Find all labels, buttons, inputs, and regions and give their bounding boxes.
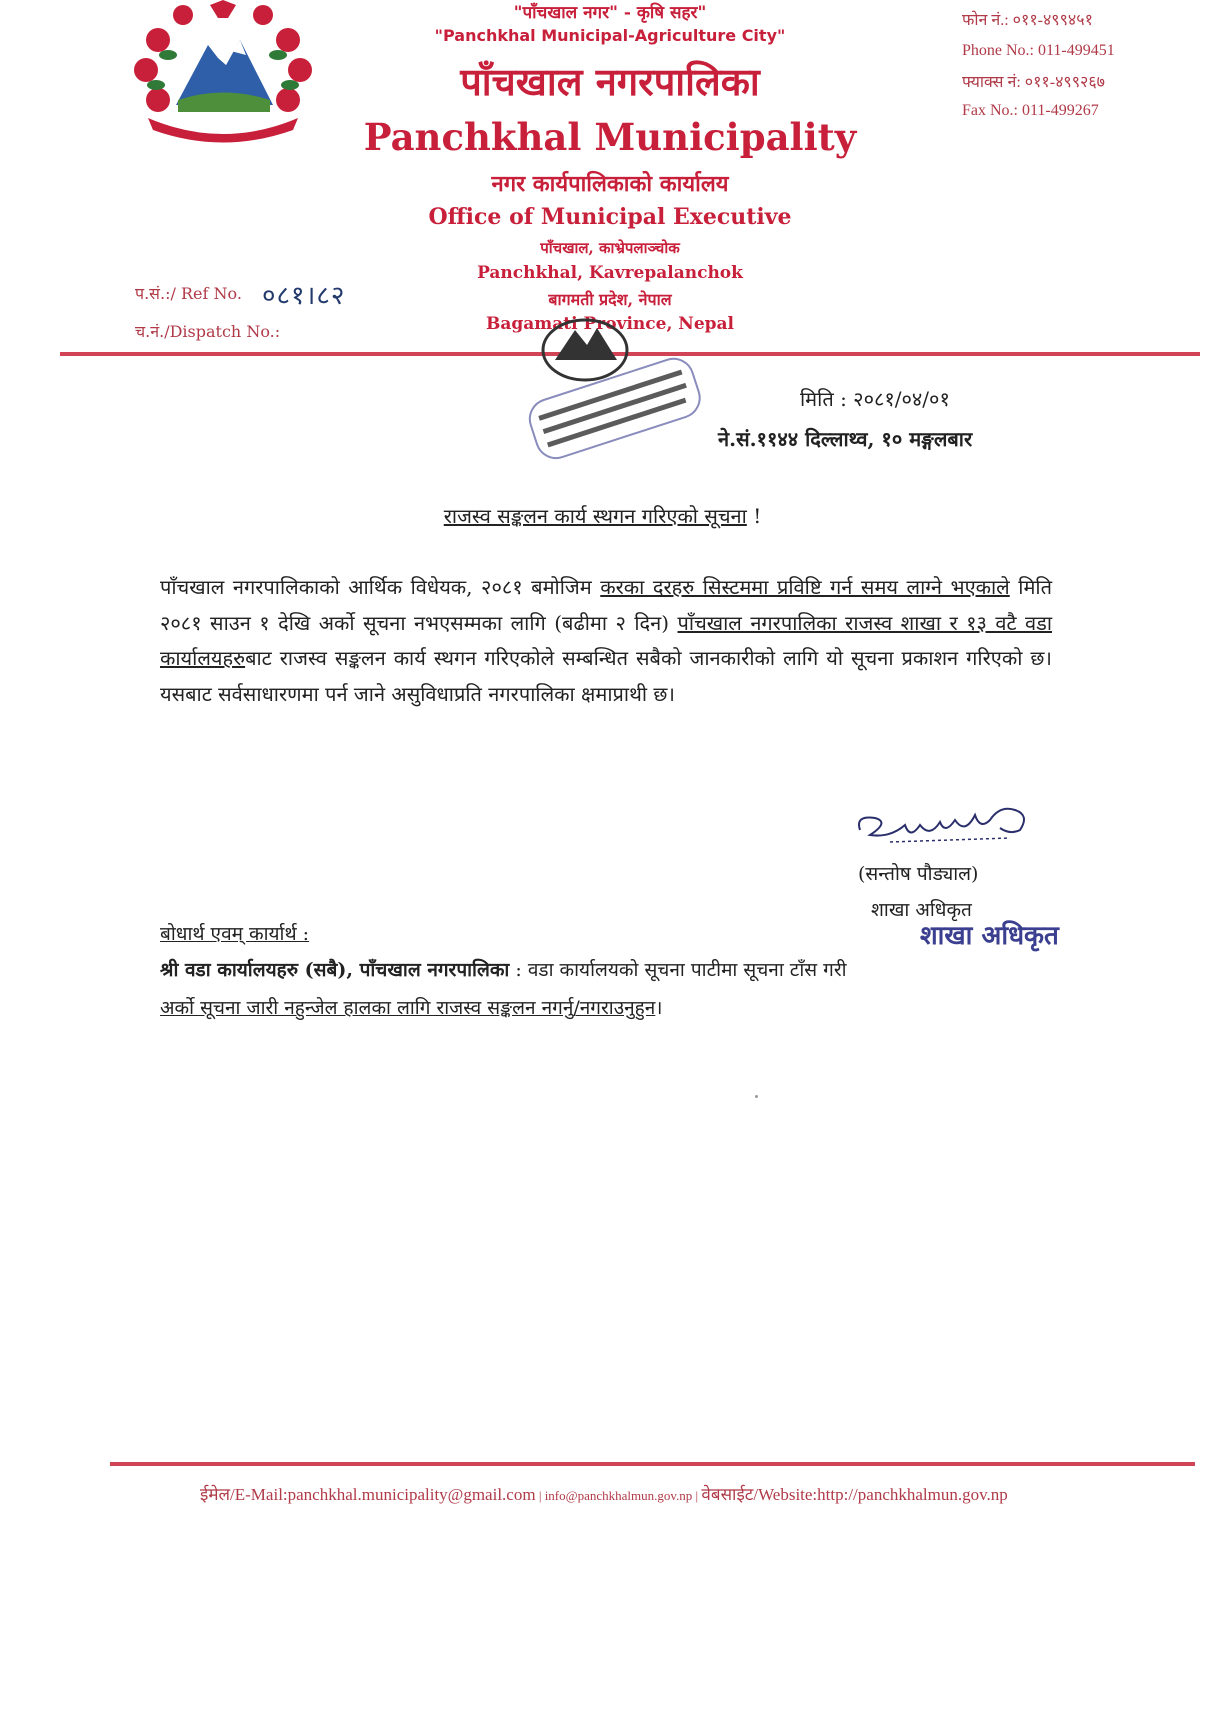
cc-heading: बोधार्थ एवम् कार्यार्थ : — [160, 923, 310, 945]
address-english: Panchkhal, Kavrepalanchok — [477, 263, 743, 283]
signature-icon — [850, 790, 1040, 850]
phone-english: Phone No.: 011-499451 — [962, 42, 1115, 59]
office-name-english: Office of Municipal Executive — [428, 204, 792, 230]
province-nepali: बागमती प्रदेश, नेपाल — [548, 290, 672, 309]
cc-instruction-end: । — [655, 997, 663, 1019]
municipality-name-english: Panchkhal Municipality — [363, 115, 857, 159]
cc-instruction-2: अर्को सूचना जारी नहुन्जेल हालका लागि राजस्व सङ्कलन नगर्नु/नगराउनुहुन — [160, 997, 656, 1019]
body-part-1: पाँचखाल नगरपालिकाको आर्थिक विधेयक, २०८१ बमोजिम — [160, 575, 601, 599]
signatory-title: शाखा अधिकृत — [871, 899, 972, 921]
ref-value: ०८१।८२ — [262, 281, 346, 311]
office-name-nepali: नगर कार्यपालिकाको कार्यालय — [491, 171, 729, 197]
notice-subject — [0, 502, 1205, 529]
office-stamp-icon — [505, 310, 715, 475]
footer-sep-1: | — [535, 1488, 545, 1503]
notice-body — [160, 570, 1052, 712]
subject-end: ! — [746, 504, 762, 528]
scan-speck — [755, 1095, 758, 1098]
fax-nepali: फ्याक्स नं: ०११-४९९२६७ — [962, 74, 1106, 91]
municipality-name-nepali: पाँचखाल नगरपालिका — [460, 59, 760, 104]
date-line: मिति : २०८१/०४/०१ — [800, 387, 950, 411]
footer-email[interactable]: ईमेल/E-Mail:panchkhal.municipality@gmail.com — [200, 1485, 536, 1504]
body-part-3: मिति २०८१ साउन १ देखि अर्को सूचना नभएसम्मका लागि (बढीमा २ दिन) — [160, 575, 1053, 635]
cc-line-2 — [160, 994, 663, 1020]
subject-text: राजस्व सङ्कलन कार्य स्थगन गरिएको सूचना — [443, 504, 747, 528]
body-part-5: बाट राजस्व सङ्कलन कार्य स्थगन गरिएकोले सम्बन्धित सबैको जानकारीको लागि यो सूचना प्रकाशन गरिएको छ। यसबाट सर्वसाधारणमा पर्न जाने असुविधाप्रति नगरपालिका क्षमाप्राथी छ। — [160, 646, 1052, 706]
footer-website[interactable]: वेबसाईट/Website:http://panchkhalmun.gov.np — [701, 1485, 1008, 1504]
cc-line-1 — [160, 956, 1080, 982]
fax-english: Fax No.: 011-499267 — [962, 102, 1099, 119]
footer-sep-2: | — [692, 1488, 702, 1503]
body-part-4: पाँचखाल नगरपालिका राजस्व शाखा र १३ वटै वडा कार्यालयहरु — [160, 610, 1052, 670]
cc-recipient: श्री वडा कार्यालयहरु (सबै), पाँचखाल नगरपालिका — [160, 959, 510, 981]
phone-nepali: फोन नं.: ०११-४९९४५१ — [962, 12, 1093, 29]
slogan-nepali: "पाँचखाल नगर" - कृषि सहर" — [513, 3, 707, 23]
signatory-title-stamp: शाखा अधिकृत — [920, 921, 1059, 951]
footer-contact — [200, 1482, 1008, 1505]
province-english: Bagamati Province, Nepal — [485, 314, 734, 334]
ref-label: प.सं.:/ Ref No. — [135, 284, 242, 303]
address-nepali: पाँचखाल, काभ्रेपलाञ्चोक — [540, 239, 680, 257]
nepal-sambat-date: ने.सं.११४४ दिल्लाथ्व, १० मङ्गलबार — [718, 427, 973, 451]
signatory-name: (सन्तोष पौड्याल) — [858, 863, 979, 885]
footer-info-email[interactable]: info@panchkhalmun.gov.np — [544, 1488, 693, 1503]
footer-divider — [110, 1462, 1195, 1466]
slogan-english: "Panchkhal Municipal-Agriculture City" — [434, 26, 786, 45]
nepal-emblem-icon — [128, 0, 318, 150]
body-part-2: करका दरहरु सिस्टममा प्रविष्टि गर्न समय लाग्ने भएकाले — [600, 575, 1010, 599]
cc-instruction: : वडा कार्यालयको सूचना पाटीमा सूचना टाँस गरी — [509, 959, 847, 981]
dispatch-label: च.नं./Dispatch No.: — [135, 322, 281, 341]
